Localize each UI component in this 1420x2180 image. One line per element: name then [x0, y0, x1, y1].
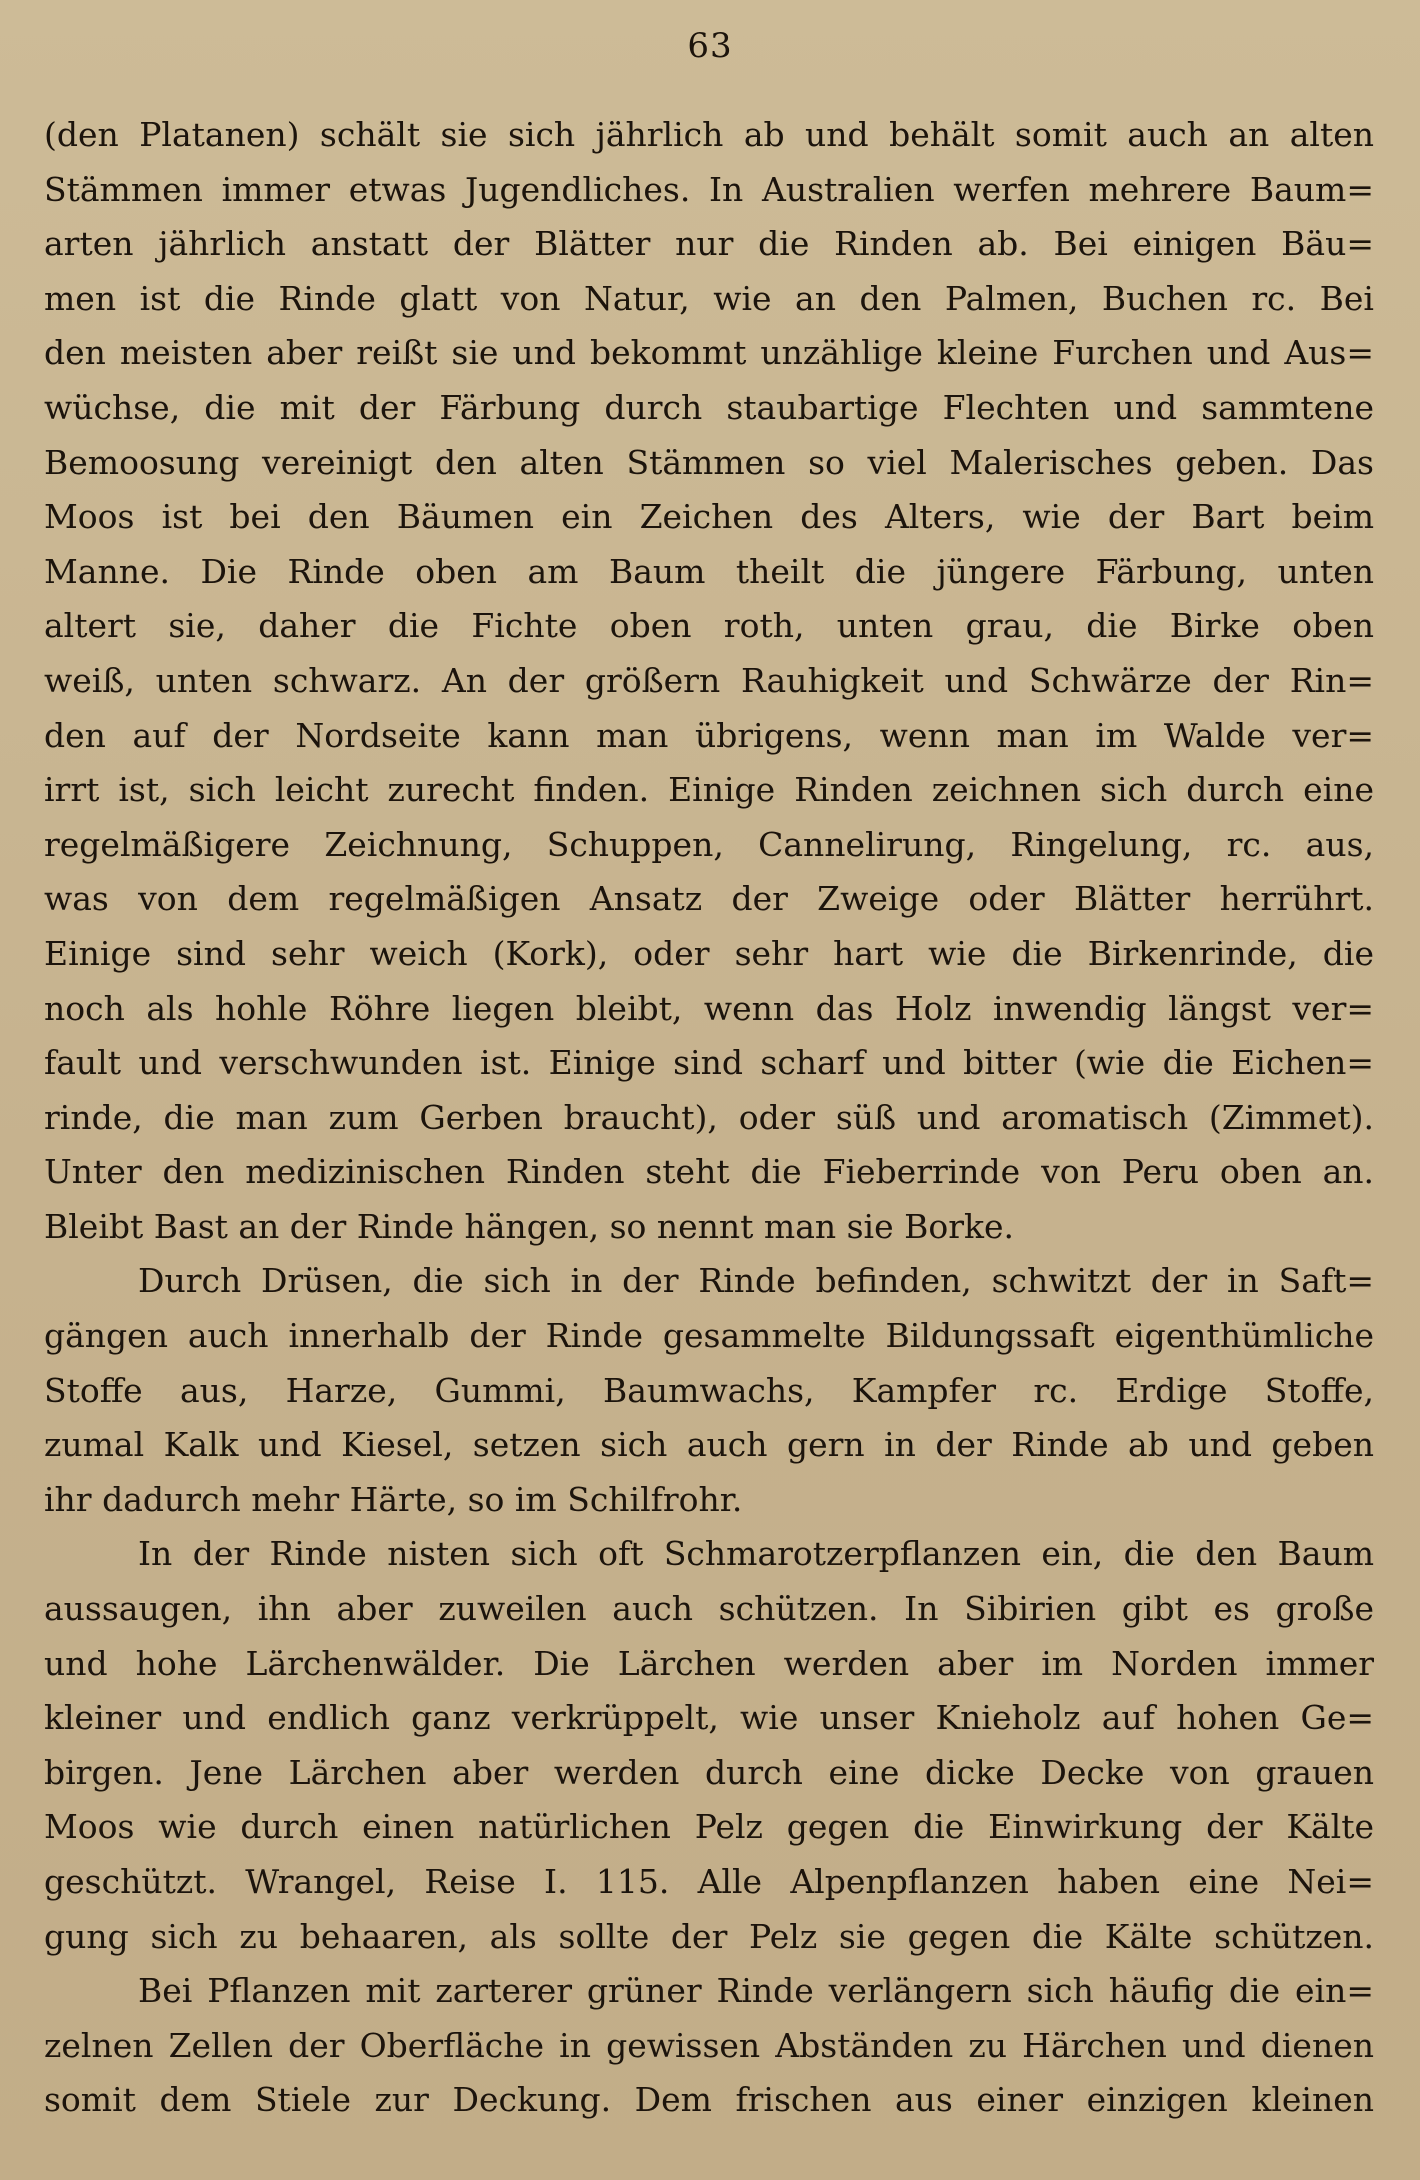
text-line: ihr dadurch mehr Härte, so im Schilfrohr.: [44, 1479, 743, 1519]
text-line: weiß, unten schwarz. An der größern Rauhigkeit und Schwärze der Rin=: [44, 660, 1374, 700]
text-line: Stoffe aus, Harze, Gummi, Baumwachs, Kampfer rc. Erdige Stoffe,: [44, 1370, 1374, 1410]
text-line: was von dem regelmäßigen Ansatz der Zweige oder Blätter herrührt.: [44, 879, 1374, 919]
text-line: und hohe Lärchenwälder. Die Lärchen werden aber im Norden immer: [44, 1643, 1374, 1683]
text-line: rinde, die man zum Gerben braucht), oder süß und aromatisch (Zimmet).: [44, 1097, 1374, 1137]
page-number: 63: [687, 26, 733, 66]
text-line: Bei Pflanzen mit zarterer grüner Rinde verlängern sich häufig die ein=: [138, 1971, 1374, 2011]
text-line: altert sie, daher die Fichte oben roth, unten grau, die Birke oben: [44, 606, 1374, 646]
text-line: den meisten aber reißt sie und bekommt unzählige kleine Furchen und Aus=: [44, 333, 1374, 373]
text-line: Durch Drüsen, die sich in der Rinde befinden, schwitzt der in Saft=: [138, 1261, 1374, 1301]
text-line: Moos wie durch einen natürlichen Pelz gegen die Einwirkung der Kälte: [44, 1807, 1374, 1847]
text-line: (den Platanen) schält sie sich jährlich ab und behält somit auch an alten: [44, 115, 1374, 154]
text-line: zumal Kalk und Kiesel, setzen sich auch gern in der Rinde ab und geben: [44, 1425, 1374, 1465]
text-line: somit dem Stiele zur Deckung. Dem frischen aus einer einzigen kleinen: [44, 2080, 1374, 2120]
text-line: zelnen Zellen der Oberfläche in gewissen Abständen zu Härchen und dienen: [44, 2025, 1374, 2065]
text-line: gängen auch innerhalb der Rinde gesammelte Bildungssaft eigenthümliche: [44, 1316, 1374, 1356]
text-line: Bleibt Bast an der Rinde hängen, so nennt man sie Borke.: [44, 1206, 1015, 1246]
text-line: geschützt. Wrangel, Reise I. 115. Alle Alpenpflanzen haben eine Nei=: [44, 1862, 1374, 1901]
text-line: In der Rinde nisten sich oft Schmarotzerpflanzen ein, die den Baum: [138, 1534, 1374, 1574]
text-line: gung sich zu behaaren, als sollte der Pelz sie gegen die Kälte schützen.: [44, 1916, 1374, 1956]
text-line: Unter den medizinischen Rinden steht die Fieberrinde von Peru oben an.: [44, 1152, 1374, 1192]
text-line: birgen. Jene Lärchen aber werden durch eine dicke Decke von grauen: [44, 1752, 1374, 1792]
text-line: kleiner und endlich ganz verkrüppelt, wie unser Knieholz auf hohen Ge=: [44, 1698, 1374, 1738]
text-line: Moos ist bei den Bäumen ein Zeichen des Alters, wie der Bart beim: [44, 497, 1374, 537]
text-line: noch als hohle Röhre liegen bleibt, wenn das Holz inwendig längst ver=: [44, 988, 1374, 1028]
page-body-text: [44, 108, 1374, 2128]
text-line: Manne. Die Rinde oben am Baum theilt die jüngere Färbung, unten: [44, 551, 1374, 591]
text-line: den auf der Nordseite kann man übrigens, wenn man im Walde ver=: [44, 715, 1374, 755]
text-line: men ist die Rinde glatt von Natur, wie an den Palmen, Buchen rc. Bei: [44, 278, 1374, 318]
text-line: arten jährlich anstatt der Blätter nur die Rinden ab. Bei einigen Bäu=: [44, 224, 1374, 264]
text-line: Stämmen immer etwas Jugendliches. In Australien werfen mehrere Baum=: [44, 169, 1374, 209]
text-line: Einige sind sehr weich (Kork), oder sehr hart wie die Birkenrinde, die: [44, 933, 1374, 973]
text-line: wüchse, die mit der Färbung durch staubartige Flechten und sammtene: [44, 387, 1374, 427]
text-line: aussaugen, ihn aber zuweilen auch schützen. In Sibirien gibt es große: [44, 1589, 1374, 1629]
text-line: Bemoosung vereinigt den alten Stämmen so viel Malerisches geben. Das: [44, 442, 1374, 482]
text-line: fault und verschwunden ist. Einige sind scharf und bitter (wie die Eichen=: [44, 1043, 1374, 1083]
text-line: irrt ist, sich leicht zurecht finden. Einige Rinden zeichnen sich durch eine: [44, 770, 1374, 810]
text-line: regelmäßigere Zeichnung, Schuppen, Cannelirung, Ringelung, rc. aus,: [44, 824, 1374, 864]
